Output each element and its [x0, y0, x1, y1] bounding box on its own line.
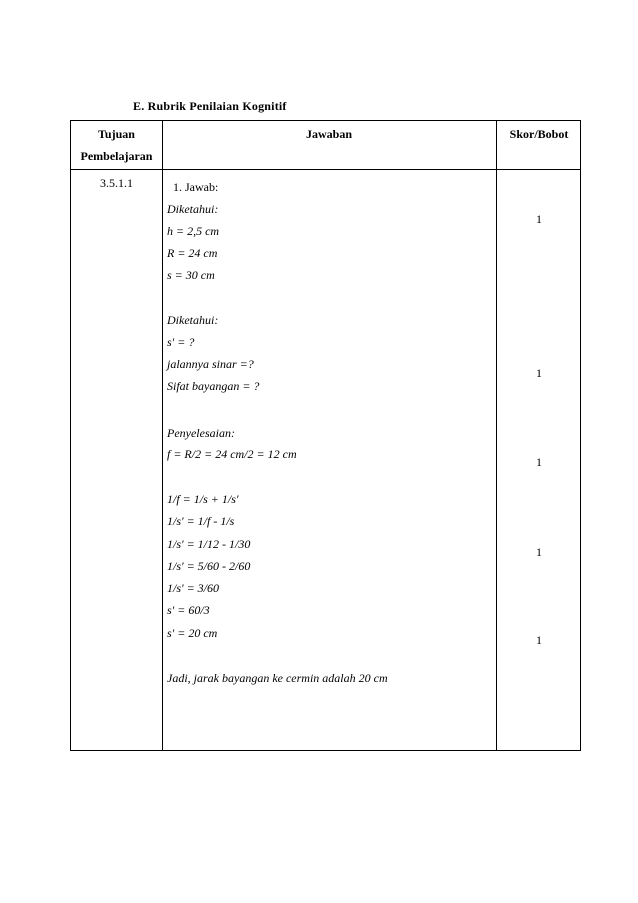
- answer-line: s' = ?: [167, 335, 195, 349]
- objective-code: 3.5.1.1: [100, 176, 133, 190]
- header-objective-line1: Tujuan: [98, 127, 135, 141]
- score-value: 1: [536, 212, 542, 226]
- answer-line: 1/f = 1/s + 1/s': [167, 492, 239, 506]
- answer-line: f = R/2 = 24 cm/2 = 12 cm: [167, 447, 297, 461]
- answer-line: 1/s' = 3/60: [167, 581, 220, 595]
- header-divider: [71, 169, 580, 170]
- answer-heading: 1. Jawab:: [173, 180, 219, 194]
- answer-line: jalannya sinar =?: [167, 357, 254, 371]
- column-divider: [162, 121, 163, 750]
- score-value: 1: [536, 455, 542, 469]
- answer-line: s' = 60/3: [167, 603, 210, 617]
- rubric-table: [70, 120, 581, 751]
- answer-line: 1/s' = 1/12 - 1/30: [167, 537, 251, 551]
- answer-line: Diketahui:: [167, 202, 219, 216]
- section-title: E. Rubrik Penilaian Kognitif: [133, 99, 287, 113]
- score-value: 1: [536, 633, 542, 647]
- answer-line: s' = 20 cm: [167, 626, 218, 640]
- answer-line: Jadi, jarak bayangan ke cermin adalah 20 cm: [167, 671, 388, 685]
- answer-line: 1/s' = 5/60 - 2/60: [167, 559, 251, 573]
- answer-line: Sifat bayangan = ?: [167, 379, 260, 393]
- header-score: Skor/Bobot: [509, 127, 569, 141]
- header-answer: Jawaban: [305, 127, 352, 141]
- answer-line: h = 2,5 cm: [167, 224, 220, 238]
- header-objective-line2: Pembelajaran: [80, 149, 153, 163]
- answer-line: R = 24 cm: [167, 246, 218, 260]
- answer-line: Diketahui:: [167, 313, 219, 327]
- answer-line: Penyelesaian:: [167, 426, 235, 440]
- answer-line: 1/s' = 1/f - 1/s: [167, 514, 235, 528]
- answer-line: s = 30 cm: [167, 268, 215, 282]
- score-value: 1: [536, 366, 542, 380]
- score-value: 1: [536, 545, 542, 559]
